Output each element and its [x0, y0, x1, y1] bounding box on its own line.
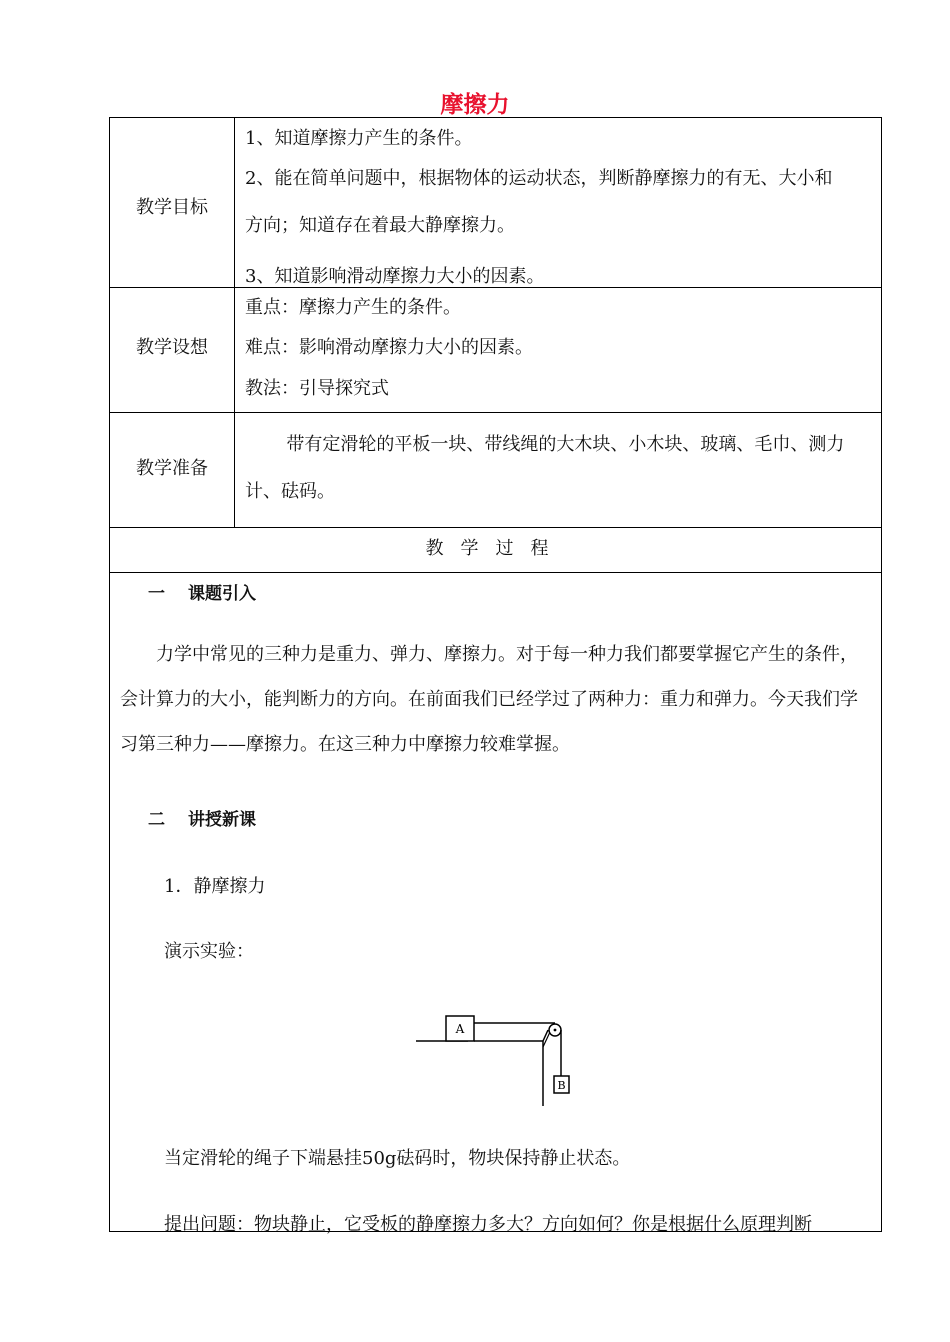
- page-title: 摩擦力: [440, 92, 510, 118]
- section-heading: [148, 579, 256, 604]
- process-heading: 教学过程: [425, 538, 566, 559]
- column-divider: [234, 118, 235, 527]
- design-item: 重点：摩擦力产生的条件。: [245, 297, 461, 318]
- question-text: 提出问题：物块静止，它受板的静摩擦力多大？方向如何？你是根据什么原理判断: [164, 1214, 812, 1235]
- experiment-text: 当定滑轮的绳子下端悬挂50g砝码时，物块保持静止状态。: [164, 1148, 631, 1169]
- design-label: 教学设想: [136, 337, 208, 358]
- block-a-label: A: [455, 1022, 465, 1036]
- intro-paragraph: 力学中常见的三种力是重力、弹力、摩擦力。对于每一种力我们都要掌握它产生的条件，会计算力的大小，能判断力的方向。在前面我们已经学过了两种力：重力和弹力。今天我们学习第三种力——摩擦力。在这三种力中摩擦力较难掌握。: [120, 644, 858, 755]
- section-title: 课题引入: [188, 584, 256, 604]
- row-divider: [110, 412, 881, 413]
- pulley-axle: [554, 1029, 557, 1032]
- pulley-diagram: [416, 1011, 581, 1111]
- objective-item: 2、能在简单问题中，根据物体的运动状态，判断静摩擦力的有无、大小和: [245, 168, 833, 189]
- demo-label: 演示实验：: [164, 941, 254, 962]
- block-b-label: B: [557, 1079, 566, 1092]
- section-title: 讲授新课: [188, 810, 256, 830]
- subsection-title: 1．静摩擦力: [164, 876, 266, 897]
- preparation-text: 带有定滑轮的平板一块、带线绳的大木块、小木块、玻璃、毛巾、测力计、砝码。: [245, 434, 845, 502]
- objective-item: 方向；知道存在着最大静摩擦力。: [245, 215, 515, 236]
- objectives-label: 教学目标: [136, 197, 208, 218]
- row-divider: [110, 527, 881, 528]
- section-number: 一: [148, 584, 165, 604]
- pulley-bracket: [543, 1030, 548, 1041]
- row-divider: [110, 572, 881, 573]
- section-heading: [148, 805, 256, 830]
- objective-item: 3、知道影响滑动摩擦力大小的因素。: [245, 266, 545, 287]
- design-item: 难点：影响滑动摩擦力大小的因素。: [245, 337, 533, 358]
- lesson-table: [109, 117, 882, 1235]
- objective-item: 1、知道摩擦力产生的条件。: [245, 128, 473, 149]
- section-number: 二: [148, 810, 165, 830]
- design-item: 教法：引导探究式: [245, 378, 389, 399]
- preparation-label: 教学准备: [136, 458, 208, 479]
